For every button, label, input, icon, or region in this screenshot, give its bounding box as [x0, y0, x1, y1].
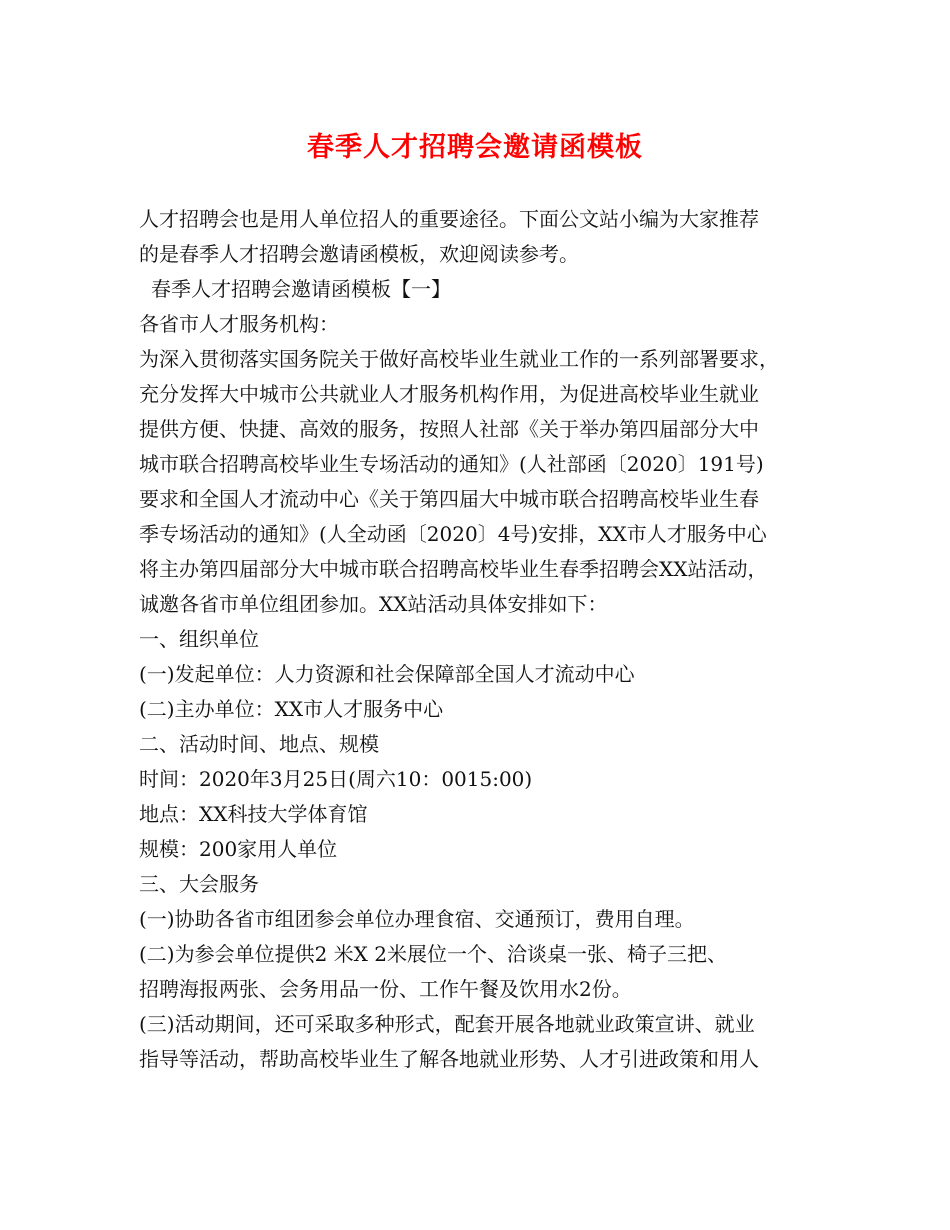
- list-item: (一)发起单位：人力资源和社会保障部全国人才流动中心: [139, 662, 635, 686]
- list-item: 时间：2020年3月25日(周六10：0015:00): [139, 767, 533, 791]
- list-heading: 一、组织单位: [139, 627, 259, 651]
- document-body: [139, 202, 829, 1077]
- list-item: (二)为参会单位提供2 米X 2米展位一个、洽谈桌一张、椅子三把、: [139, 942, 728, 966]
- paragraph-line: 的是春季人才招聘会邀请函模板，欢迎阅读参考。: [139, 242, 579, 266]
- list-item: 招聘海报两张、会务用品一份、工作午餐及饮用水2份。: [139, 977, 632, 1001]
- document-title: 春季人才招聘会邀请函模板: [307, 132, 643, 163]
- paragraph-line: 诚邀各省市单位组团参加。XX站活动具体安排如下：: [139, 592, 608, 616]
- paragraph-line: 为深入贯彻落实国务院关于做好高校毕业生就业工作的一系列部署要求，: [139, 347, 779, 371]
- list-item: (三)活动期间，还可采取多种形式，配套开展各地就业政策宣讲、就业: [139, 1012, 755, 1036]
- paragraph-line: 要求和全国人才流动中心《关于第四届大中城市联合招聘高校毕业生春: [139, 487, 759, 511]
- list-item: 规模：200家用人单位: [139, 837, 338, 861]
- paragraph-line: 人才招聘会也是用人单位招人的重要途径。下面公文站小编为大家推荐: [139, 207, 759, 231]
- paragraph-line: 季专场活动的通知》(人全动函〔2020〕4号)安排，XX市人才服务中心: [139, 522, 767, 546]
- salutation: 各省市人才服务机构：: [139, 312, 339, 336]
- list-item: 指导等活动，帮助高校毕业生了解各地就业形势、人才引进政策和用人: [139, 1047, 759, 1071]
- list-item: (二)主办单位：XX市人才服务中心: [139, 697, 444, 721]
- paragraph-line: 城市联合招聘高校毕业生专场活动的通知》(人社部函〔2020〕191号): [139, 452, 764, 476]
- section-heading: 春季人才招聘会邀请函模板【一】: [151, 277, 451, 301]
- paragraph-line: 充分发挥大中城市公共就业人才服务机构作用，为促进高校毕业生就业: [139, 382, 759, 406]
- list-item: 地点：XX科技大学体育馆: [139, 802, 368, 826]
- paragraph-line: 将主办第四届部分大中城市联合招聘高校毕业生春季招聘会XX站活动，: [139, 557, 768, 581]
- list-item: (一)协助各省市组团参会单位办理食宿、交通预订，费用自理。: [139, 907, 695, 931]
- list-heading: 二、活动时间、地点、规模: [139, 732, 379, 756]
- list-heading: 三、大会服务: [139, 872, 259, 896]
- paragraph-line: 提供方便、快捷、高效的服务，按照人社部《关于举办第四届部分大中: [139, 417, 759, 441]
